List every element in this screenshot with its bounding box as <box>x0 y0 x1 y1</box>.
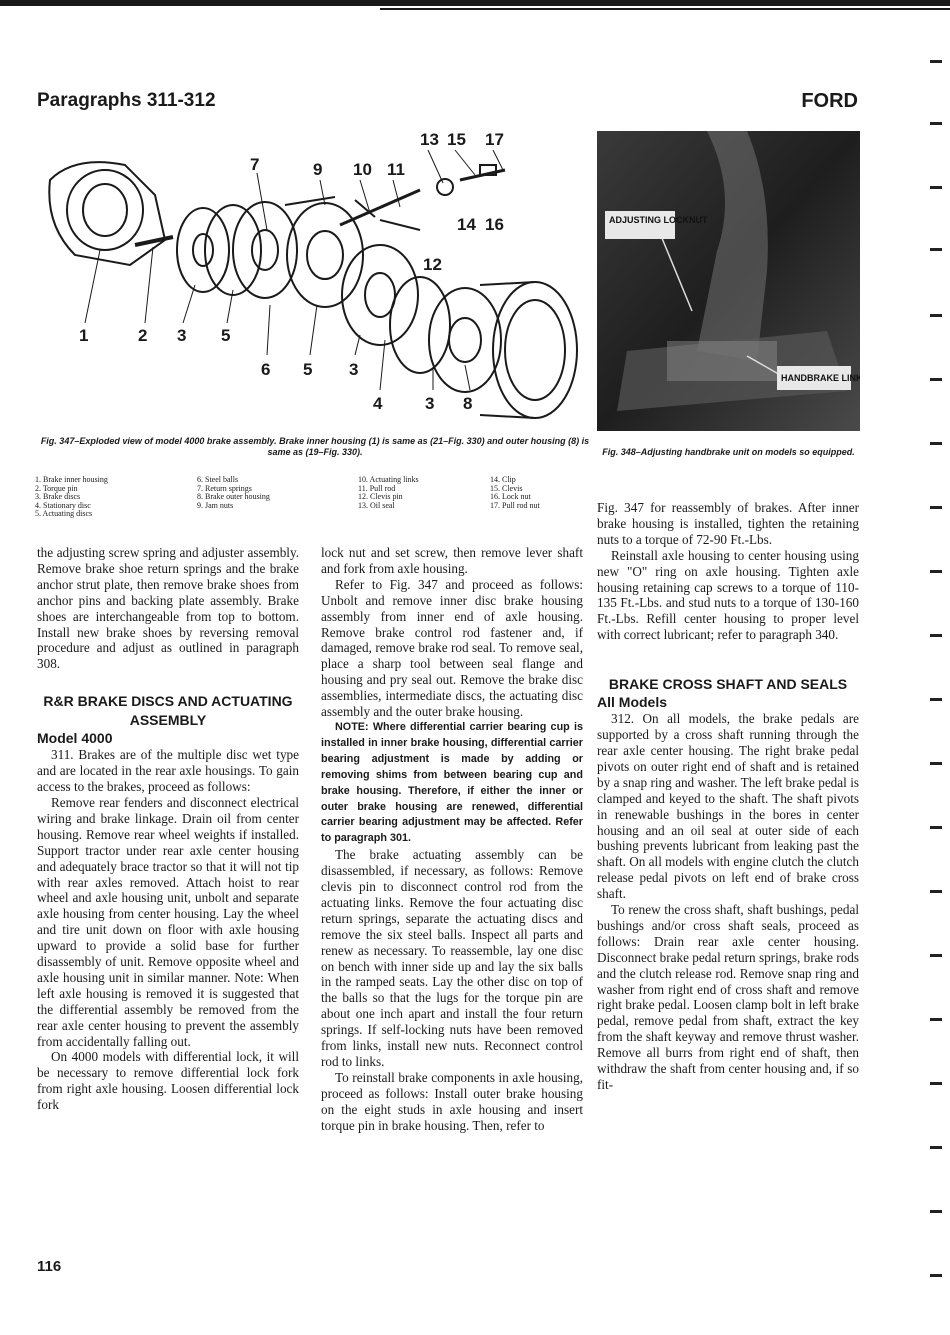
edge-mark <box>930 378 942 381</box>
text-column-1 <box>37 545 299 1113</box>
page-header-right: FORD <box>801 90 858 112</box>
paragraph: The brake actuating assembly can be disassembled, if necessary, as follows: Remove clevis pin to disconnect control rod from the actuating links. Remove the four actuating disc return springs, separate the actuating discs and remove the six steel balls. Inspect all parts and renew as necessary. To reassemble, lay one disc on bench with inner side up and lay the six balls in the ramped seats. Lay the other disc on top of the balls so that the lugs for the torque pin are about one inch apart and install the four return springs. If self-locking nuts have been removed from links, install new nuts. Reconnect control rod to links. <box>321 847 583 1069</box>
legend-item: 11. Pull rod <box>358 483 396 493</box>
edge-mark <box>930 1018 942 1021</box>
edge-mark <box>930 314 942 317</box>
callout-7: 7 <box>250 155 260 174</box>
legend-item: 13. Oil seal <box>358 500 395 510</box>
disc-shape <box>177 208 229 292</box>
callout-3c: 3 <box>425 394 435 413</box>
page-header-left: Paragraphs 311-312 <box>37 90 216 111</box>
callout-3a: 3 <box>177 326 187 345</box>
callout-10: 10 <box>353 160 372 179</box>
edge-mark <box>930 248 942 251</box>
paragraph: On 4000 models with differential lock, it will be necessary to remove differential lock fork from right axle housing. Loosen differential lock fork <box>37 1049 299 1113</box>
callout-15: 15 <box>447 130 466 149</box>
legend-item: 16. Lock nut <box>490 492 531 501</box>
callout-6: 6 <box>261 360 271 379</box>
legend-col-1 <box>35 476 108 519</box>
paragraph: To renew the cross shaft, shaft bushings, pedal bushings and/or cross shaft seals, proceed as follows: Drain rear axle center housing. Disconnect brake pedal return springs, brake rods and the clutch release rod. Remove snap ring and washer from right end of cross shaft and remove right brake pedal. Loosen clamp bolt in left brake pedal, remove pedal from shaft, extract the key from the shaft keyway and remove thrust washer. Remove all burrs from right end of shaft, then withdraw the shaft from center housing and, if so fit- <box>597 902 859 1092</box>
edge-mark <box>930 122 942 125</box>
callout-13: 13 <box>420 130 439 149</box>
edge-mark <box>930 186 942 189</box>
edge-mark <box>930 890 942 893</box>
edge-mark <box>930 826 942 829</box>
callout-3b: 3 <box>349 360 359 379</box>
callout-11: 11 <box>387 160 405 179</box>
section-heading-brake-discs: R&R BRAKE DISCS AND ACTUATING ASSEMBLY <box>43 693 293 729</box>
figure-347-caption: Fig. 347–Exploded view of model 4000 brake assembly. Brake inner housing (1) is same as (21–Fig. 330) and outer housing (8) is same as (19–Fig. 330). <box>40 436 590 457</box>
legend-item: 9. Jam nuts <box>197 500 234 510</box>
legend-col-4 <box>490 476 540 510</box>
edge-mark <box>930 506 942 509</box>
legend-item: 8. Brake outer housing <box>197 492 270 501</box>
subheading-model-4000: Model 4000 <box>37 730 113 747</box>
legend-item: 4. Stationary disc <box>35 500 91 510</box>
note-paragraph: NOTE: Where differential carrier bearing cup is installed in inner brake housing, differential carrier bearing adjustment is made by adding or removing shims from between bearing cup and brake housing. Therefore, if either the inner or outer brake housing are renewed, differential carrier bearing adjustment may be affected. Refer to paragraph 301. <box>321 720 583 845</box>
callout-8: 8 <box>463 394 473 413</box>
edge-mark <box>930 954 942 957</box>
paragraph: Reinstall axle housing to center housing using new "O" ring on axle housing. Tighten axle housing retaining cap screws to a torque of 110-135 Ft.-Lbs. and stud nuts to a torque of 130-160 Ft.-Lbs. Refill center housing to proper level with correct lubricant; refer to paragraph 340. <box>597 547 859 643</box>
subheading-all-models: All Models <box>597 694 668 711</box>
edge-mark <box>930 442 942 445</box>
paragraph: 312. On all models, the brake pedals are supported by a cross shaft running through the rear axle center housing. The right brake pedal pivots on outer right end of shaft and is retained by a snap ring and washer. The left brake pedal is clamped and keyed to the shaft. The shaft pivots in renewable bushings in the bores in center housing and an oil seal at outer side of each bushing prevents lubricant from leaking past the shaft. On all models with engine clutch the clutch release pedal pivots on left end of brake cross shaft. <box>597 711 859 902</box>
edge-mark <box>930 1274 942 1277</box>
paragraph: the adjusting screw spring and adjuster assembly. Remove brake shoe return springs and the brake anchor strut plate, then remove brake shoes from anchor pins and backing plate assembly. Brake shoes are interchangeable from top to bottom. Install new brake shoes by reversing removal procedure and adjust as outlined in paragraph 308. <box>37 545 299 672</box>
callout-4: 4 <box>373 394 383 413</box>
legend-col-3 <box>358 476 419 510</box>
edge-mark <box>930 1082 942 1085</box>
edge-mark <box>930 762 942 765</box>
callout-12: 12 <box>423 255 442 274</box>
paragraph: Fig. 347 for reassembly of brakes. After inner brake housing is installed, tighten the retaining nuts to a torque of 72-90 Ft.-Lbs. <box>597 500 859 547</box>
legend-col-2 <box>197 476 270 510</box>
legend-item: 5. Actuating discs <box>35 509 93 518</box>
label-adjusting-locknut: ADJUSTING LOCKNUT <box>609 215 708 225</box>
paragraph: 311. Brakes are of the multiple disc wet type and are located in the rear axle housings. To gain access to the brakes, proceed as follows: <box>37 747 299 795</box>
legend-item: 17. Pull rod nut <box>490 500 540 510</box>
edge-mark <box>930 570 942 573</box>
callout-9: 9 <box>313 160 323 179</box>
label-handbrake-link: HANDBRAKE LINK <box>781 373 860 383</box>
callout-5b: 5 <box>303 360 313 379</box>
edge-mark <box>930 698 942 701</box>
legend-item: 15. Clevis <box>490 483 523 493</box>
figure-348-photo <box>597 131 860 431</box>
text-column-2 <box>321 545 583 1134</box>
paragraph: lock nut and set screw, then remove lever shaft and fork from axle housing. <box>321 545 583 576</box>
edge-mark <box>930 60 942 63</box>
callout-16: 16 <box>485 215 504 234</box>
legend-item: 10. Actuating links <box>358 475 419 484</box>
callout-2: 2 <box>138 326 148 345</box>
paragraph: To reinstall brake components in axle housing, proceed as follows: Install outer brake housing on the eight studs in axle housing and insert torque pin in brake housing. Then, refer to <box>321 1069 583 1133</box>
edge-mark <box>930 1146 942 1149</box>
callout-14: 14 <box>457 215 476 234</box>
text-column-3 <box>597 500 859 1093</box>
paragraph: Refer to Fig. 347 and proceed as follows: Unbolt and remove inner disc brake housing assembly from inner end of axle housing. Remove brake control rod fastener and, if damaged, remove brake rod seal. To remove seal, place a sharp tool between seal flange and housing and pry seal out. Remove the brake disc assemblies, intermediate discs, the actuating disc assembly and the outer brake housing. <box>321 576 583 720</box>
paragraph: Remove rear fenders and disconnect electrical wiring and brake linkage. Drain oil from center housing. Remove rear wheel weights if installed. Support tractor under rear axle center housing and adequately brace tractor so that it will not tip with rear axles removed. Attach hoist to rear wheel and axle housing unit, unbolt and separate axle housing from center housing. Lay the wheel and tire unit down on floor with axle housing upward to provide a solid base for further disassembly of unit. Remove opposite wheel and axle housing unit in similar manner. Note: When left axle housing is removed it is suggested that the differential assembly be removed from the rear axle center housing to prevent the assembly from accidentally falling out. <box>37 794 299 1049</box>
figure-348-caption: Fig. 348–Adjusting handbrake unit on models so equipped. <box>602 447 855 457</box>
edge-mark <box>930 634 942 637</box>
edge-mark <box>930 1210 942 1213</box>
callout-1: 1 <box>79 326 89 345</box>
section-heading-cross-shaft: BRAKE CROSS SHAFT AND SEALS <box>608 676 848 693</box>
photo-content <box>597 131 860 431</box>
top-rule <box>0 0 950 6</box>
callout-5a: 5 <box>221 326 231 345</box>
figure-347-drawing <box>35 125 585 425</box>
legend-item: 1. Brake inner housing <box>35 475 108 484</box>
callout-17: 17 <box>485 130 504 149</box>
legend-item: 6. Steel balls <box>197 475 239 484</box>
legend-item: 14. Clip <box>490 475 516 484</box>
legend-item: 7. Return springs <box>197 483 252 493</box>
legend-item: 12. Clevis pin <box>358 492 403 501</box>
legend-item: 2. Torque pin <box>35 483 78 493</box>
page-number: 116 <box>37 1258 62 1275</box>
legend-item: 3. Brake discs <box>35 492 81 501</box>
top-rule-thin <box>380 8 950 10</box>
